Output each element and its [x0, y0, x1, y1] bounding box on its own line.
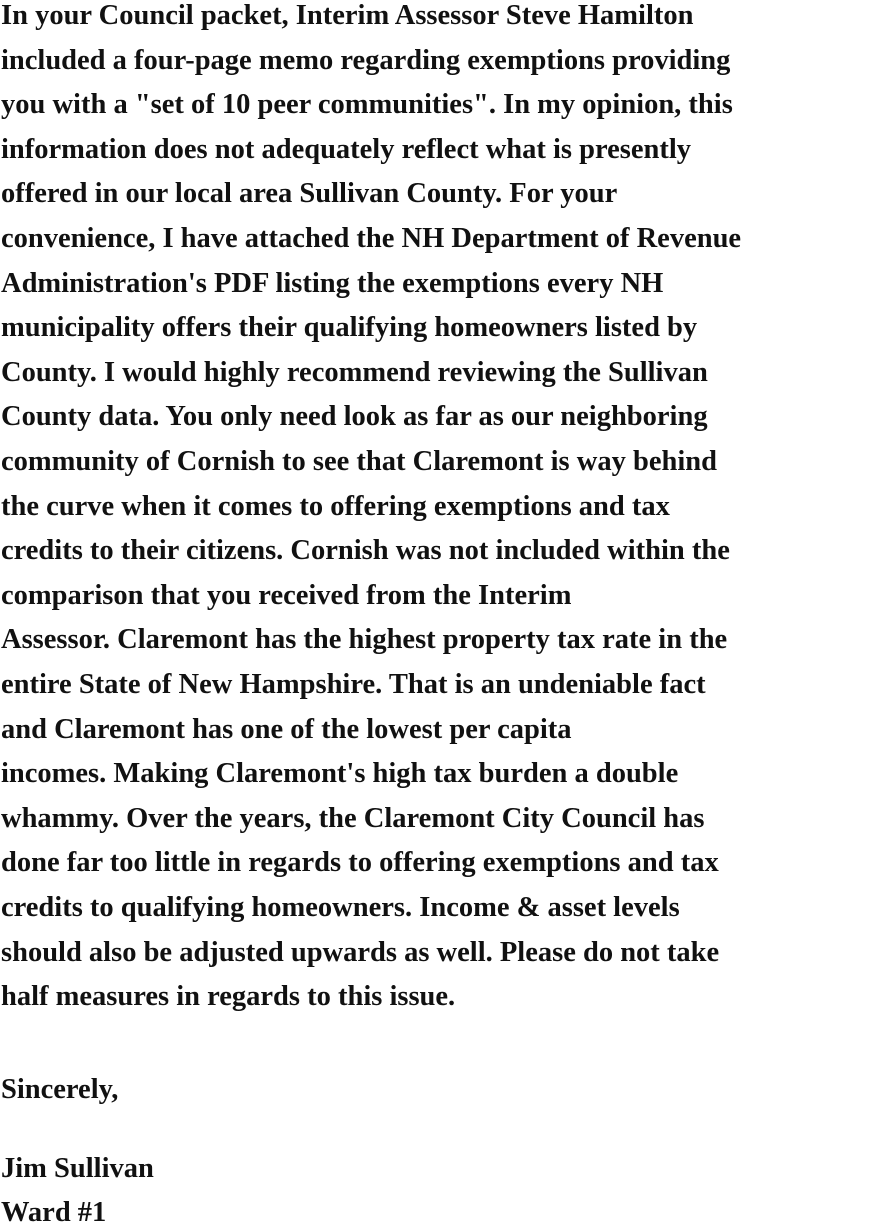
body-line: you with a "set of 10 peer communities". In my opinion, this — [1, 89, 733, 121]
body-line: included a four-page memo regarding exemptions providing — [1, 44, 731, 76]
signer-name: Jim Sullivan — [1, 1153, 154, 1184]
body-line: credits to their citizens. Cornish was not included within the — [1, 535, 730, 567]
body-line: Administration's PDF listing the exemptions every NH — [1, 267, 664, 299]
body-line: Assessor. Claremont has the highest property tax rate in the — [1, 624, 728, 656]
body-line: credits to qualifying homeowners. Income & asset levels — [1, 892, 680, 923]
body-line: municipality offers their qualifying homeowners listed by — [1, 312, 698, 344]
body-line: done far too little in regards to offering exemptions and tax — [1, 847, 719, 879]
signer-ward: Ward #1 — [1, 1197, 107, 1228]
body-line: In your Council packet, Interim Assessor Steve Hamilton — [1, 0, 694, 31]
body-line: convenience, I have attached the NH Department of Revenue — [1, 223, 742, 254]
body-line: entire State of New Hampshire. That is an undeniable fact — [1, 669, 706, 700]
body-line: offered in our local area Sullivan County. For your — [1, 178, 618, 210]
body-line: community of Cornish to see that Claremont is way behind — [1, 446, 717, 477]
body-line: and Claremont has one of the lowest per capita — [1, 713, 572, 745]
body-line: should also be adjusted upwards as well. Please do not take — [1, 936, 720, 968]
body-line: information does not adequately reflect what is presently — [1, 133, 692, 165]
body-line: whammy. Over the years, the Claremont City Council has — [1, 802, 705, 834]
body-line: the curve when it comes to offering exemptions and tax — [1, 490, 670, 522]
body-line: half measures in regards to this issue. — [1, 981, 456, 1013]
body-line: comparison that you received from the Interim — [1, 579, 572, 611]
body-line: incomes. Making Claremont's high tax burden a double — [1, 758, 679, 790]
body-line: County data. You only need look as far as our neighboring — [1, 401, 708, 433]
body-line: County. I would highly recommend reviewing the Sullivan — [1, 356, 708, 388]
letter-closing: Sincerely, — [1, 1074, 119, 1105]
